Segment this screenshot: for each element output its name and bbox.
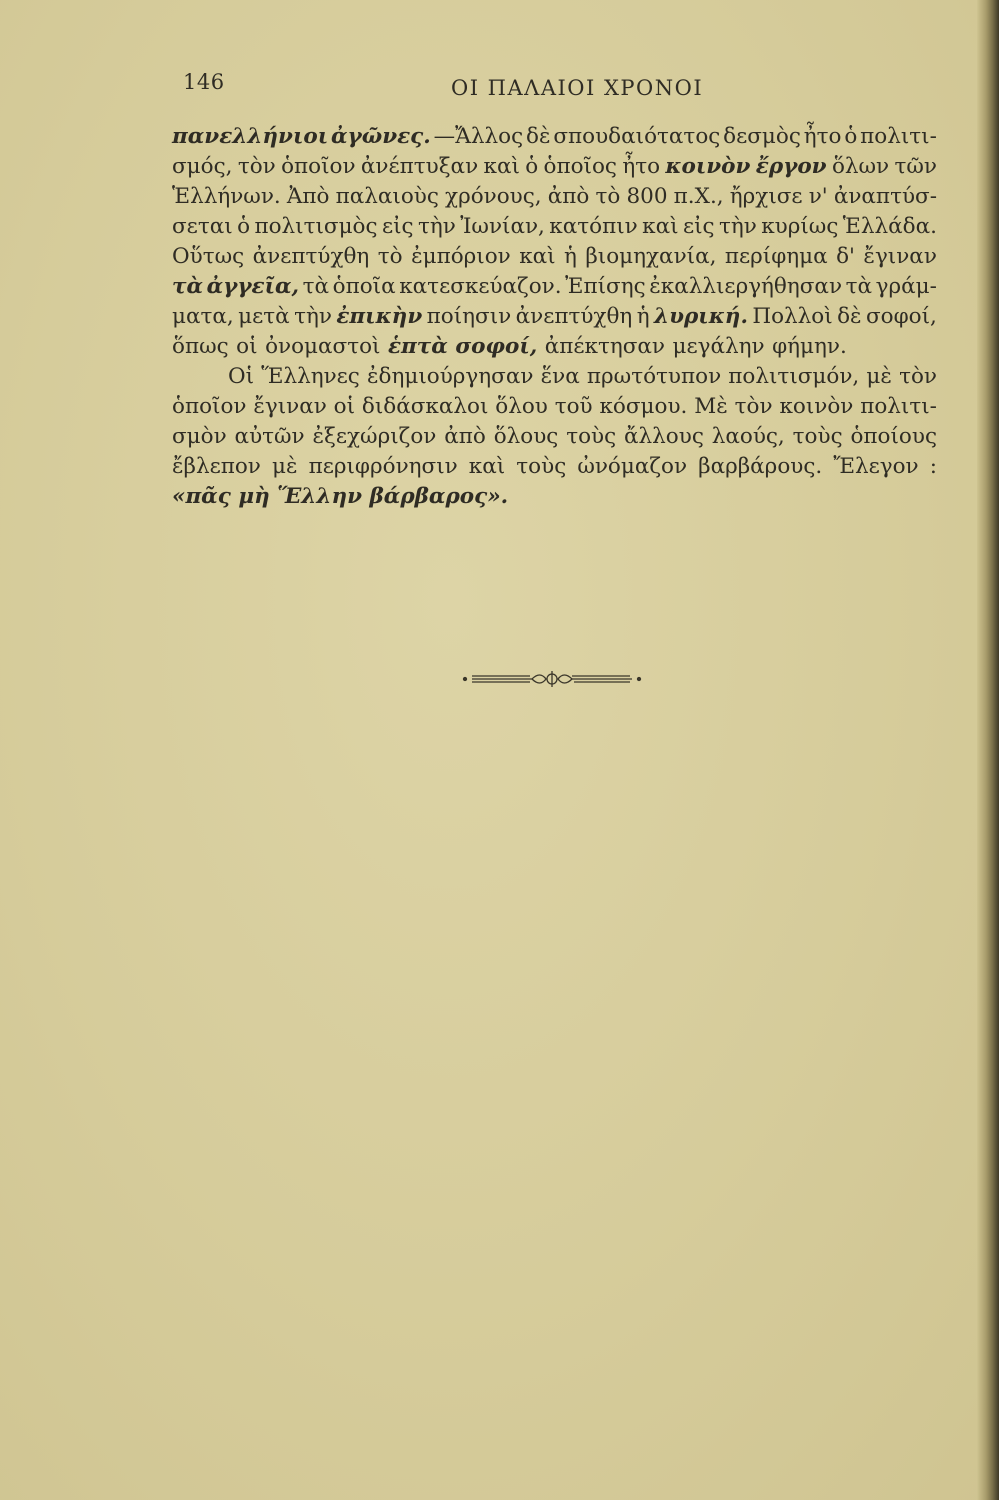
word: πρωτότυπον	[586, 364, 722, 389]
text-line	[172, 422, 937, 452]
word: ἑπτὰ	[387, 334, 448, 359]
word: πολιτισμόν,	[728, 364, 860, 389]
word: καὶ	[519, 244, 556, 269]
word: ὅπως	[172, 334, 229, 359]
word: τὸν	[237, 154, 276, 179]
word: καὶ	[642, 214, 679, 239]
word: ὅλων	[831, 154, 890, 179]
word: βιομηχανία,	[585, 244, 717, 269]
word: πανελλήνιοι	[172, 124, 329, 149]
word: ἀνεπτύχθη	[515, 304, 633, 329]
word: πολιτισμὸς	[254, 214, 378, 239]
word: τὸ	[377, 244, 403, 269]
word: ποίησιν	[426, 304, 512, 329]
paragraph	[172, 122, 937, 362]
word: :	[929, 454, 937, 479]
text-line	[172, 302, 937, 332]
word: ἔργον	[755, 154, 827, 179]
word: σπουδαιότατος	[553, 124, 721, 149]
word: ἀπὸ	[444, 424, 486, 449]
word: τὰ	[845, 274, 873, 299]
word: ἡ	[636, 304, 650, 329]
word: σεται	[172, 214, 233, 239]
word: π.Χ.,	[673, 184, 724, 209]
word: λυρική.	[654, 304, 748, 329]
word: τὴν	[718, 214, 757, 239]
word: ὁποῖος	[543, 154, 617, 179]
word: ὠνόμαζον	[577, 454, 688, 479]
word: ν'	[808, 184, 828, 209]
word: ἀνεπτύχθη	[252, 244, 370, 269]
word: ὁποῖον	[172, 394, 247, 419]
word: ἐκαλλιεργήθησαν	[649, 274, 843, 299]
word: Οὕτως	[172, 244, 245, 269]
word: ἕνα	[540, 364, 580, 389]
word: περιφρόνησιν	[308, 454, 458, 479]
word: λαούς,	[711, 424, 785, 449]
word: ἐμπόριον	[411, 244, 511, 269]
word: ἀπὸ	[547, 184, 590, 209]
word: τὰ	[302, 274, 330, 299]
word: Μὲ	[694, 394, 728, 419]
word: Ἐπίσης	[565, 274, 646, 299]
page-number: 146	[183, 70, 225, 94]
word: Ἀπὸ	[286, 184, 330, 209]
word: ὅλους	[493, 424, 559, 449]
word: οἱ	[333, 394, 356, 419]
word: τῶν	[894, 154, 937, 179]
word: Ἕλλην	[277, 484, 362, 509]
word: 800	[626, 184, 668, 209]
book-binding-edge	[977, 0, 999, 1500]
word: μὴ	[238, 484, 270, 509]
word: τοὺς	[566, 424, 617, 449]
word: ὁ	[844, 124, 858, 149]
word: τὴν	[294, 304, 332, 329]
word: τὸν	[734, 394, 773, 419]
word: ὁ	[237, 214, 251, 239]
word: ματα,	[172, 304, 234, 329]
word: Οἱ	[228, 364, 255, 389]
word: γράμ-	[875, 274, 937, 299]
paragraph	[172, 362, 937, 512]
word: σοφοί,	[455, 334, 538, 359]
word: σμὸν	[172, 424, 227, 449]
text-line	[172, 212, 937, 242]
word: διδάσκαλοι	[361, 394, 489, 419]
word: —Ἄλλος	[433, 124, 524, 149]
text-line	[172, 152, 937, 182]
word: ἀγγεῖα,	[206, 274, 300, 299]
word: Ἰωνίαν,	[460, 214, 545, 239]
text-line	[172, 392, 937, 422]
word: Ἑλλήνων.	[172, 184, 281, 209]
word: μεγάλην	[672, 334, 765, 359]
word: ὁποίους	[850, 424, 937, 449]
word: ἀγῶνες.	[330, 124, 431, 149]
word: σοφοί,	[865, 304, 937, 329]
word: ἦτο	[622, 154, 661, 179]
word: ὁποῖα	[332, 274, 396, 299]
word: ἔγιναν	[253, 394, 327, 419]
word: βάρβαρος».	[369, 484, 509, 509]
word: ἐδημιούργησαν	[367, 364, 534, 389]
word: «πᾶς	[172, 484, 231, 509]
word: περίφημα	[724, 244, 828, 269]
word: μετὰ	[238, 304, 290, 329]
word: ἀναπτύσ-	[833, 184, 937, 209]
word: τὰ	[172, 274, 204, 299]
word: εἰς	[682, 214, 715, 239]
text-line	[172, 482, 937, 512]
word: πολιτι-	[860, 124, 937, 149]
word: ἐξεχώριζον	[312, 424, 437, 449]
word: πολιτι-	[860, 394, 937, 419]
word: παλαιοὺς	[335, 184, 439, 209]
page-header	[183, 70, 938, 110]
word: ἡ	[564, 244, 577, 269]
word: ὁ	[525, 154, 539, 179]
word: μὲ	[866, 364, 892, 389]
word: κυρίως	[761, 214, 839, 239]
word: τὸν	[899, 364, 937, 389]
word: φήμην.	[772, 334, 847, 359]
word: Πολλοὶ	[752, 304, 833, 329]
word: τοὺς	[516, 454, 567, 479]
word: Ἔλεγον	[833, 454, 919, 479]
word: ὅλου	[495, 394, 548, 419]
word: ὀνομαστοὶ	[265, 334, 381, 359]
word: τὴν	[417, 214, 456, 239]
text-line	[172, 362, 937, 392]
word: δὲ	[526, 124, 551, 149]
word: τοὺς	[792, 424, 843, 449]
word: ὁποῖον	[281, 154, 356, 179]
running-title: ΟΙ ΠΑΛΑΙΟΙ ΧΡΟΝΟΙ	[451, 76, 704, 100]
word: μὲ	[271, 454, 298, 479]
text-line	[172, 122, 937, 152]
word: οἱ	[236, 334, 258, 359]
word: δὲ	[837, 304, 862, 329]
text-line	[172, 452, 937, 482]
word: κοινὸν	[779, 394, 854, 419]
word: ἦτο	[803, 124, 842, 149]
word: Ἑλλάδα.	[842, 214, 937, 239]
text-line	[172, 242, 937, 272]
word: τὸ	[595, 184, 621, 209]
text-line	[172, 332, 937, 362]
word: κατεσκεύαζον.	[399, 274, 562, 299]
word: δ'	[836, 244, 855, 269]
word: κόσμου.	[599, 394, 688, 419]
word: κοινὸν	[665, 154, 751, 179]
word: δεσμὸς	[723, 124, 801, 149]
body-text	[172, 122, 937, 512]
word: βαρβάρους.	[698, 454, 823, 479]
word: ἔγιναν	[863, 244, 937, 269]
text-line	[172, 272, 937, 302]
word: ἀνέπτυξαν	[360, 154, 479, 179]
word: ἔβλεπον	[172, 454, 261, 479]
word: χρόνους,	[445, 184, 542, 209]
word: εἰς	[381, 214, 414, 239]
word: σμός,	[172, 154, 233, 179]
word: κατόπιν	[549, 214, 638, 239]
word: ἀπέκτησαν	[544, 334, 665, 359]
section-ornament	[462, 668, 642, 690]
word: αὐτῶν	[234, 424, 305, 449]
word: ἐπικὴν	[336, 304, 423, 329]
word: Ἕλληνες	[261, 364, 360, 389]
text-line	[172, 182, 937, 212]
word: τοῦ	[554, 394, 593, 419]
word: ἄλλους	[624, 424, 704, 449]
word: ἤρχισε	[729, 184, 803, 209]
word: καὶ	[468, 454, 506, 479]
word: καὶ	[483, 154, 520, 179]
